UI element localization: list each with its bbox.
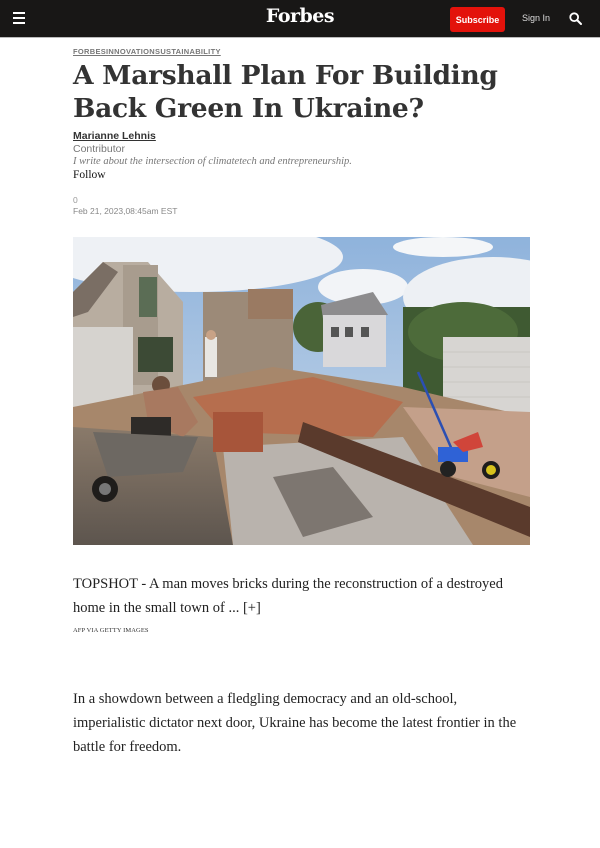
share-count: 0: [73, 195, 78, 205]
caption-expand-link[interactable]: [+]: [242, 600, 261, 616]
channel-breadcrumb[interactable]: FORBESINNOVATIONSUSTAINABILITY: [73, 47, 221, 56]
hamburger-menu-icon[interactable]: [13, 12, 25, 24]
article-hero-photo[interactable]: [73, 237, 530, 545]
forbes-logo[interactable]: Forbes: [265, 5, 335, 27]
author-name-link[interactable]: Marianne Lehnis: [73, 130, 156, 142]
follow-button[interactable]: Follow: [73, 169, 106, 181]
article-body-paragraph: In a showdown between a fledgling democracy and an old-school, imperialistic dictator next door, Ukraine has become the latest frontier in the battle for freedom.: [73, 691, 517, 755]
article-headline: A Marshall Plan For Building Back Green In Ukraine?: [73, 60, 498, 124]
subscribe-button[interactable]: Subscribe: [450, 7, 505, 32]
hero-photo-illustration: [73, 237, 530, 545]
photo-caption-text: TOPSHOT - A man moves bricks during the reconstruction of a destroyed home in the small town of ...: [73, 576, 503, 616]
author-bio: I write about the intersection of climatetech and entrepreneurship.: [73, 156, 352, 167]
sign-in-link[interactable]: Sign In: [522, 13, 551, 23]
top-nav-bar: [0, 0, 600, 38]
author-role: Contributor: [73, 143, 125, 155]
search-icon[interactable]: [569, 12, 582, 25]
forbes-logo-container: [0, 5, 600, 27]
photo-credit: AFP VIA GETTY IMAGES: [73, 627, 149, 634]
publish-date: Feb 21, 2023,08:45am EST: [73, 206, 178, 216]
photo-caption: [73, 572, 513, 620]
